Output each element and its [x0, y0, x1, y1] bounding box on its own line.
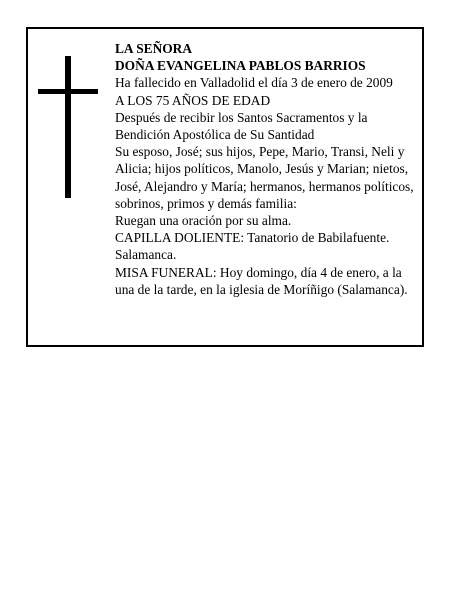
sacraments-paragraph: Después de recibir los Santos Sacramentos y la Bendición Apostólica de Su Santidad — [115, 109, 368, 143]
prayer-line: Ruegan una oración por su alma. — [115, 213, 292, 229]
death-date-line: Ha fallecido en Valladolid el día 3 de enero de 2009 — [115, 75, 393, 91]
obituary-text — [115, 40, 423, 298]
obituary-notice — [26, 27, 424, 347]
title-line: LA SEÑORA — [115, 41, 193, 56]
chapel-paragraph: CAPILLA DOLIENTE: Tanatorio de Babilafuente. Salamanca. — [115, 230, 390, 263]
family-paragraph: Su esposo, José; sus hijos, Pepe, Mario, Transi, Neli y Alicia; hijos políticos, Manolo, Jesús y Marian; nietos, José, Alejandro y María; hermanos, hermanos políticos, sobrinos, primos y demás familia: — [115, 144, 414, 211]
age-line: A LOS 75 AÑOS DE EDAD — [115, 92, 271, 108]
cross-vertical-bar — [65, 56, 71, 198]
latin-cross-icon — [38, 56, 98, 198]
funeral-mass-paragraph: MISA FUNERAL: Hoy domingo, día 4 de enero, a la una de la tarde, en la iglesia de Moríñigo (Salamanca). — [115, 264, 408, 297]
deceased-name: DOÑA EVANGELINA PABLOS BARRIOS — [115, 58, 366, 74]
cross-horizontal-bar — [38, 89, 98, 94]
